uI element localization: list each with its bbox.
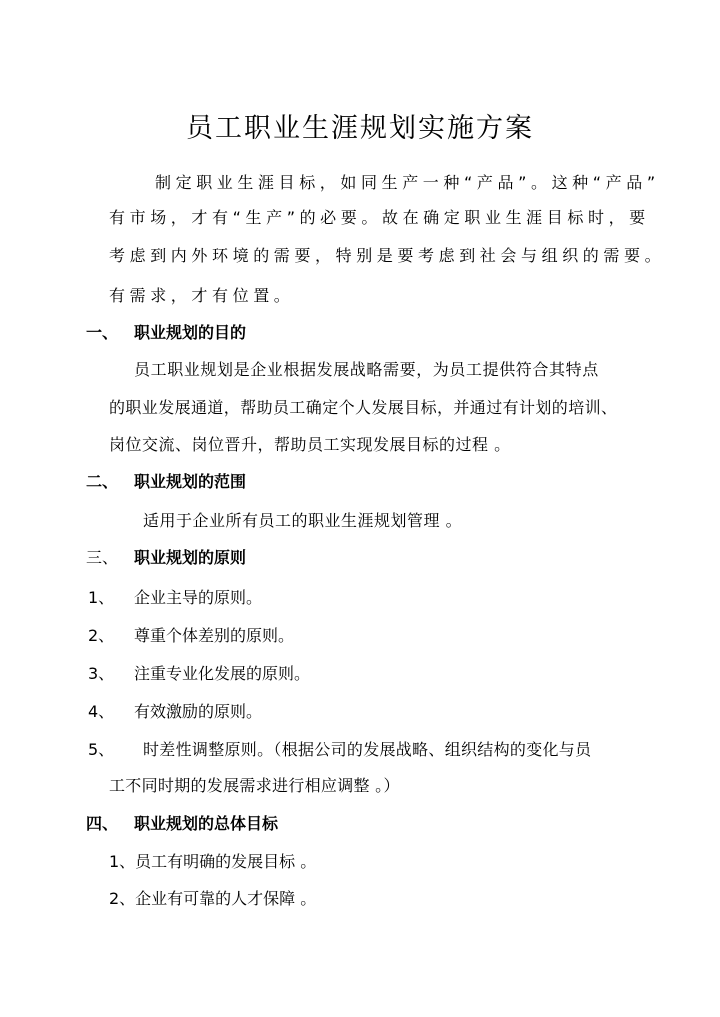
principle-2-number: 2、 [88, 626, 115, 645]
intro-line-3: 考虑到内外环境的需要，特别是要考虑到社会与组织的需要。 [109, 246, 666, 265]
principle-4-text: 有效激励的原则。 [134, 702, 263, 721]
section1-line-2: 的职业发展通道，帮助员工确定个人发展目标，并通过有计划的培训、 [109, 398, 618, 417]
principle-5-text: 时差性调整原则。（根据公司的发展战略、组织结构的变化与员 [143, 740, 592, 759]
section3-heading: 职业规划的原则 [134, 548, 247, 567]
intro-line-1: 制定职业生涯目标，如同生产一种“产品”。这种“产品” [155, 173, 660, 192]
section1-line-1: 员工职业规划是企业根据发展战略需要，为员工提供符合其特点 [134, 360, 599, 379]
section1-heading: 职业规划的目的 [134, 323, 247, 342]
principle-3-text: 注重专业化发展的原则。 [134, 664, 311, 683]
intro-line-4: 有需求，才有位置。 [109, 286, 295, 305]
principle-4-number: 4、 [88, 702, 115, 721]
goal-line-1: 1、员工有明确的发展目标 。 [109, 852, 317, 871]
document-title: 员工职业生涯规划实施方案 [186, 113, 534, 144]
section1-number: 一、 [86, 323, 119, 342]
section1-line-3: 岗位交流、岗位晋升，帮助员工实现发展目标的过程 。 [109, 435, 511, 454]
section3-number: 三、 [86, 548, 119, 567]
principle-2-text: 尊重个体差别的原则。 [134, 626, 295, 645]
principle-5-continuation: 工不同时期的发展需求进行相应调整 。） [109, 776, 400, 795]
principle-3-number: 3、 [88, 664, 115, 683]
section4-heading: 职业规划的总体目标 [134, 814, 279, 833]
principle-1-text: 企业主导的原则。 [134, 588, 263, 607]
principle-1-number: 1、 [88, 588, 115, 607]
section2-number: 二、 [86, 472, 119, 491]
principle-5-number: 5、 [88, 740, 115, 759]
section4-number: 四、 [86, 814, 119, 833]
goal-line-2: 2、企业有可靠的人才保障 。 [109, 889, 317, 908]
intro-line-2: 有市场，才有“生产”的必要。故在确定职业生涯目标时，要 [109, 208, 650, 227]
section2-heading: 职业规划的范围 [134, 472, 247, 491]
section2-line-1: 适用于企业所有员工的职业生涯规划管理 。 [143, 511, 463, 530]
